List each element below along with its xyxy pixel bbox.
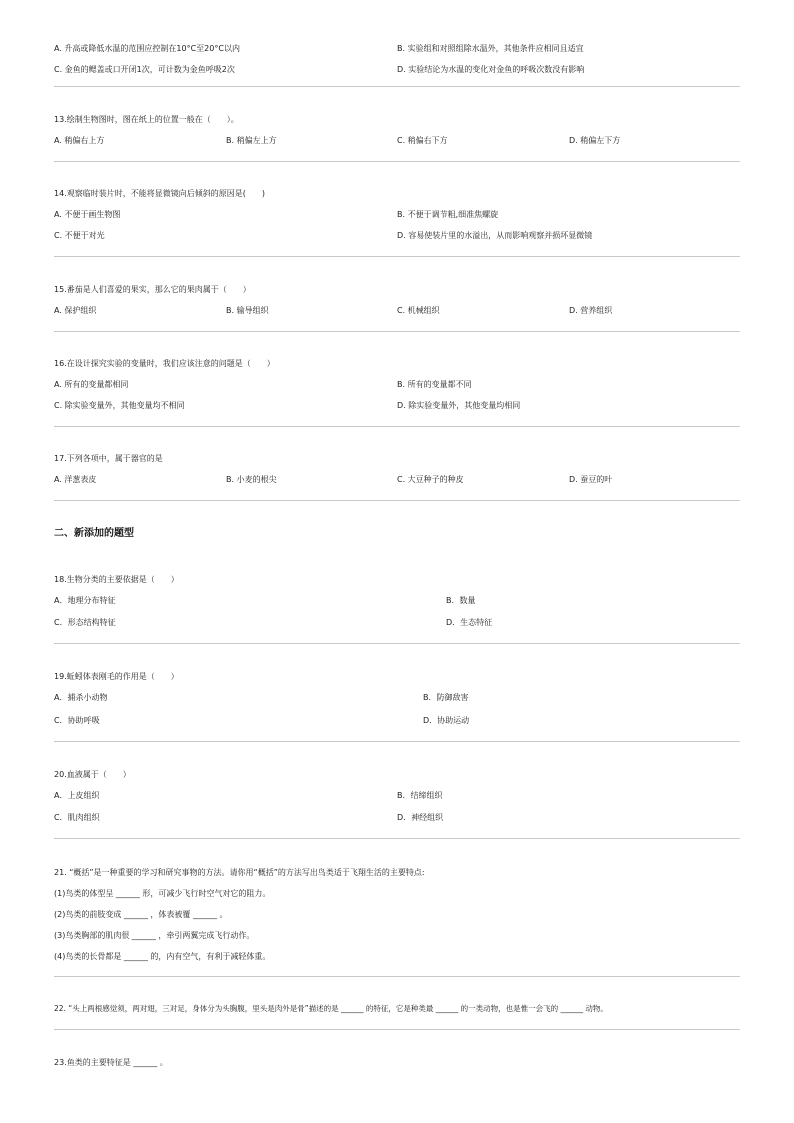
q17-stem: 17.下列各项中，属于器官的是 [54, 454, 163, 463]
q21-line-3: (3)鸟类胸部的肌肉很 ______ ，牵引两翼完成飞行动作。 [54, 931, 255, 940]
divider [54, 500, 740, 501]
divider [54, 256, 740, 257]
q19-stem: 19.蚯蚓体表刚毛的作用是（ ） [54, 672, 179, 681]
divider [54, 86, 740, 87]
q15-stem: 15.番茄是人们喜爱的果实，那么它的果肉属于（ ） [54, 285, 251, 294]
q21-line-1: (1)鸟类的体型呈 ______ 形，可减少飞行时空气对它的阻力。 [54, 889, 271, 898]
q16-stem: 16.在设计探究实验的变量时，我们应该注意的问题是（ ） [54, 359, 275, 368]
q20-option-d: D．神经组织 [397, 813, 444, 822]
q13-option-c: C. 稍偏右下方 [397, 136, 448, 145]
q18-option-c: C．形态结构特征 [54, 618, 116, 627]
divider [54, 331, 740, 332]
q19-option-d: D．协助运动 [423, 716, 470, 725]
q15-option-c: C. 机械组织 [397, 306, 440, 315]
q21-line-2: (2)鸟类的前肢变成 ______ ，体表被覆 ______ 。 [54, 910, 228, 919]
q17-option-d: D. 蚕豆的叶 [569, 475, 613, 484]
q16-option-d: D. 除实验变量外，其他变量均相同 [397, 401, 521, 410]
q16-option-a: A. 所有的变量都相同 [54, 380, 129, 389]
q12-option-d: D. 实验结论为水温的变化对金鱼的呼吸次数没有影响 [397, 65, 585, 74]
q19-option-c: C．协助呼吸 [54, 716, 100, 725]
q21-line-4: (4)鸟类的长骨都是 ______ 的，内有空气，有利于减轻体重。 [54, 952, 271, 961]
q17-option-b: B. 小麦的根尖 [226, 475, 277, 484]
q18-option-d: D．生态特征 [446, 618, 493, 627]
divider [54, 741, 740, 742]
q22-stem: 22. “头上两根感觉须，两对翅，三对足，身体分为头胸腹，里头是肉外是骨”描述的是 ______ 的特征，它是种类最 ______ 的一类动物，也是惟一会飞的 ______ 动物。 [54, 1004, 608, 1013]
q17-option-a: A. 洋葱表皮 [54, 475, 97, 484]
divider [54, 643, 740, 644]
q16-option-c: C. 除实验变量外，其他变量均不相同 [54, 401, 185, 410]
q20-stem: 20.血液属于（ ） [54, 770, 131, 779]
q13-stem: 13.绘制生物图时，图在纸上的位置一般在（ ）。 [54, 115, 239, 124]
q12-option-b: B. 实验组和对照组除水温外，其他条件应相同且适宜 [397, 44, 584, 53]
q14-option-c: C. 不便于对光 [54, 231, 105, 240]
divider [54, 976, 740, 977]
q15-option-d: D. 营养组织 [569, 306, 613, 315]
q14-stem: 14.观察临时装片时，不能将显微镜向后倾斜的原因是( ) [54, 189, 265, 198]
q18-option-a: A．地理分布特征 [54, 596, 116, 605]
q15-option-a: A. 保护组织 [54, 306, 97, 315]
q18-stem: 18.生物分类的主要依据是（ ） [54, 575, 179, 584]
divider [54, 426, 740, 427]
q23-stem: 23.鱼类的主要特征是 ______ 。 [54, 1058, 168, 1067]
q12-option-c: C. 金鱼的鳃盖或口开闭1次，可计数为金鱼呼吸2次 [54, 65, 235, 74]
q14-option-d: D. 容易使装片里的水溢出，从而影响观察并损坏显微镜 [397, 231, 593, 240]
divider [54, 1029, 740, 1030]
q19-option-b: B．防御敌害 [423, 693, 469, 702]
q14-option-b: B. 不便于调节粗,细准焦螺旋 [397, 210, 499, 219]
q15-option-b: B. 输导组织 [226, 306, 269, 315]
q20-option-c: C．肌肉组织 [54, 813, 100, 822]
q13-option-b: B. 稍偏左上方 [226, 136, 277, 145]
q13-option-a: A. 稍偏右上方 [54, 136, 105, 145]
q16-option-b: B. 所有的变量都不同 [397, 380, 472, 389]
q13-option-d: D. 稍偏左下方 [569, 136, 621, 145]
section-heading: 二、新添加的题型 [54, 528, 134, 539]
q18-option-b: B．数量 [446, 596, 476, 605]
q17-option-c: C. 大豆种子的种皮 [397, 475, 464, 484]
divider [54, 161, 740, 162]
q20-option-a: A．上皮组织 [54, 791, 100, 800]
q12-option-a: A. 升高或降低水温的范围应控制在10°C至20°C以内 [54, 44, 240, 53]
divider [54, 838, 740, 839]
q20-option-b: B．结缔组织 [397, 791, 443, 800]
q19-option-a: A．捕杀小动物 [54, 693, 108, 702]
q14-option-a: A. 不便于画生物图 [54, 210, 121, 219]
q21-stem: 21. “概括”是一种重要的学习和研究事物的方法。请你用“概括”的方法写出鸟类适于飞翔生活的主要特点: [54, 868, 425, 877]
